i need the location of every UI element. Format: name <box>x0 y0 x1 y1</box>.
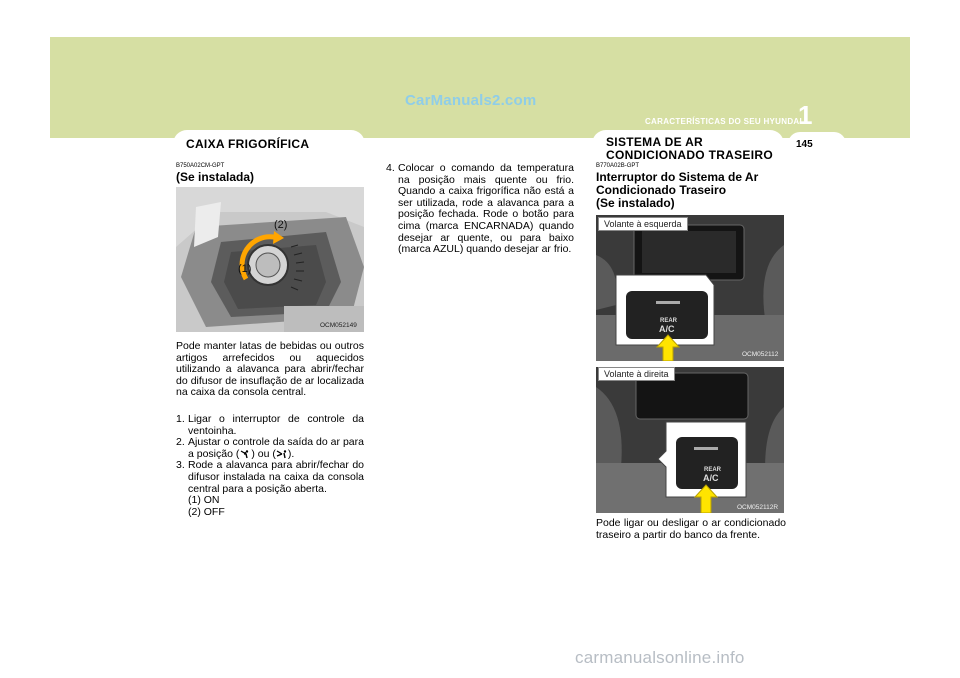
list-text-a: Ajustar o controle da saída do ar para a posição ( <box>188 436 364 460</box>
left-heading: (Se instalada) <box>176 170 255 184</box>
right-heading-line-1: Interruptor do Sistema de Ar <box>596 170 759 184</box>
cool-box-illustration <box>176 187 364 332</box>
ac-button-text: A/C <box>703 473 719 483</box>
photo-label-left-hand-drive: Volante à esquerda <box>598 217 688 231</box>
rear-button-text: REAR <box>660 318 678 324</box>
left-code: B750A02CM-GPT <box>176 163 225 169</box>
list-number: 3. <box>176 459 185 472</box>
photo-caption-right-1: OCM052112 <box>742 351 779 358</box>
list-text: Ligar o interruptor de controle da ventoinha. <box>188 413 364 437</box>
position-on: (1) ON <box>188 494 220 507</box>
list-item <box>176 437 364 460</box>
photo-caption-right-2: OCM052112R <box>737 504 779 511</box>
page-number: 145 <box>796 139 813 150</box>
rear-button-text: REAR <box>704 467 722 473</box>
list-item <box>386 163 574 256</box>
vent-face-icon <box>239 449 251 459</box>
left-list <box>176 414 364 518</box>
right-section-title-line-1: SISTEMA DE AR <box>606 135 704 149</box>
vent-bilevel-icon <box>276 449 288 459</box>
photo-rear-ac-right <box>596 367 784 513</box>
position-off: (2) OFF <box>188 505 225 518</box>
right-section-title <box>606 136 773 162</box>
photo-rear-ac-left <box>596 215 784 361</box>
right-heading-line-2: Condicionado Traseiro <box>596 183 727 197</box>
left-intro: Pode manter latas de bebidas ou outros artigos arrefecidos ou aquecidos utilizando a alavanca para abrir/fechar do difusor de insuflação de ar localizada na caixa da consola central. <box>176 340 364 399</box>
list-number: 2. <box>176 436 185 449</box>
right-heading <box>596 171 786 210</box>
photo-cool-box <box>176 187 364 332</box>
right-code: B770A02B-GPT <box>596 163 640 169</box>
list-number: 1. <box>176 413 185 425</box>
list-text-b: ) ou ( <box>251 447 276 460</box>
position-list <box>176 495 364 518</box>
right-section-title-line-2: CONDICIONADO TRASEIRO <box>606 148 773 162</box>
right-heading-line-3: (Se instalado) <box>596 196 675 210</box>
watermark-top[interactable]: CarManuals2.com <box>405 92 537 109</box>
dashboard-illustration-left <box>596 215 784 361</box>
list-item <box>176 460 364 495</box>
list-text: Rode a alavanca para abrir/fechar do difusor instalada na caixa da consola central para a posição aberta. <box>188 459 364 495</box>
ac-button-text: A/C <box>659 324 675 334</box>
photo-label-1: (1) <box>238 263 252 275</box>
list-text: Colocar o comando da temperatura na posição mais quente ou frio. Quando a caixa frigorífica não está a ser utilizada, rode a alavanca para a posição fechada. Rode o botão para cima (marca ENCARNADA) quando desejar ar quente, ou para baixo (marca AZUL) quando desejar ar frio. <box>398 162 574 256</box>
middle-item-4 <box>386 163 574 256</box>
photo-label-right-hand-drive: Volante à direita <box>598 367 675 381</box>
dashboard-illustration-right <box>596 367 784 513</box>
watermark-bottom[interactable]: carmanualsonline.info <box>575 648 745 667</box>
chapter-number: 1 <box>798 100 813 130</box>
list-number: 4. <box>386 162 395 174</box>
list-text <box>188 437 364 460</box>
list-item <box>176 414 364 437</box>
right-footer-text: Pode ligar ou desligar o ar condicionado traseiro a partir do banco da frente. <box>596 517 786 541</box>
photo-caption-left: OCM052149 <box>320 322 357 329</box>
photo-label-2: (2) <box>274 219 288 231</box>
left-section-title: CAIXA FRIGORÍFICA <box>186 137 310 151</box>
list-text-c: ). <box>287 447 295 460</box>
chapter-title: CARACTERÍSTICAS DO SEU HYUNDAI <box>644 117 802 126</box>
